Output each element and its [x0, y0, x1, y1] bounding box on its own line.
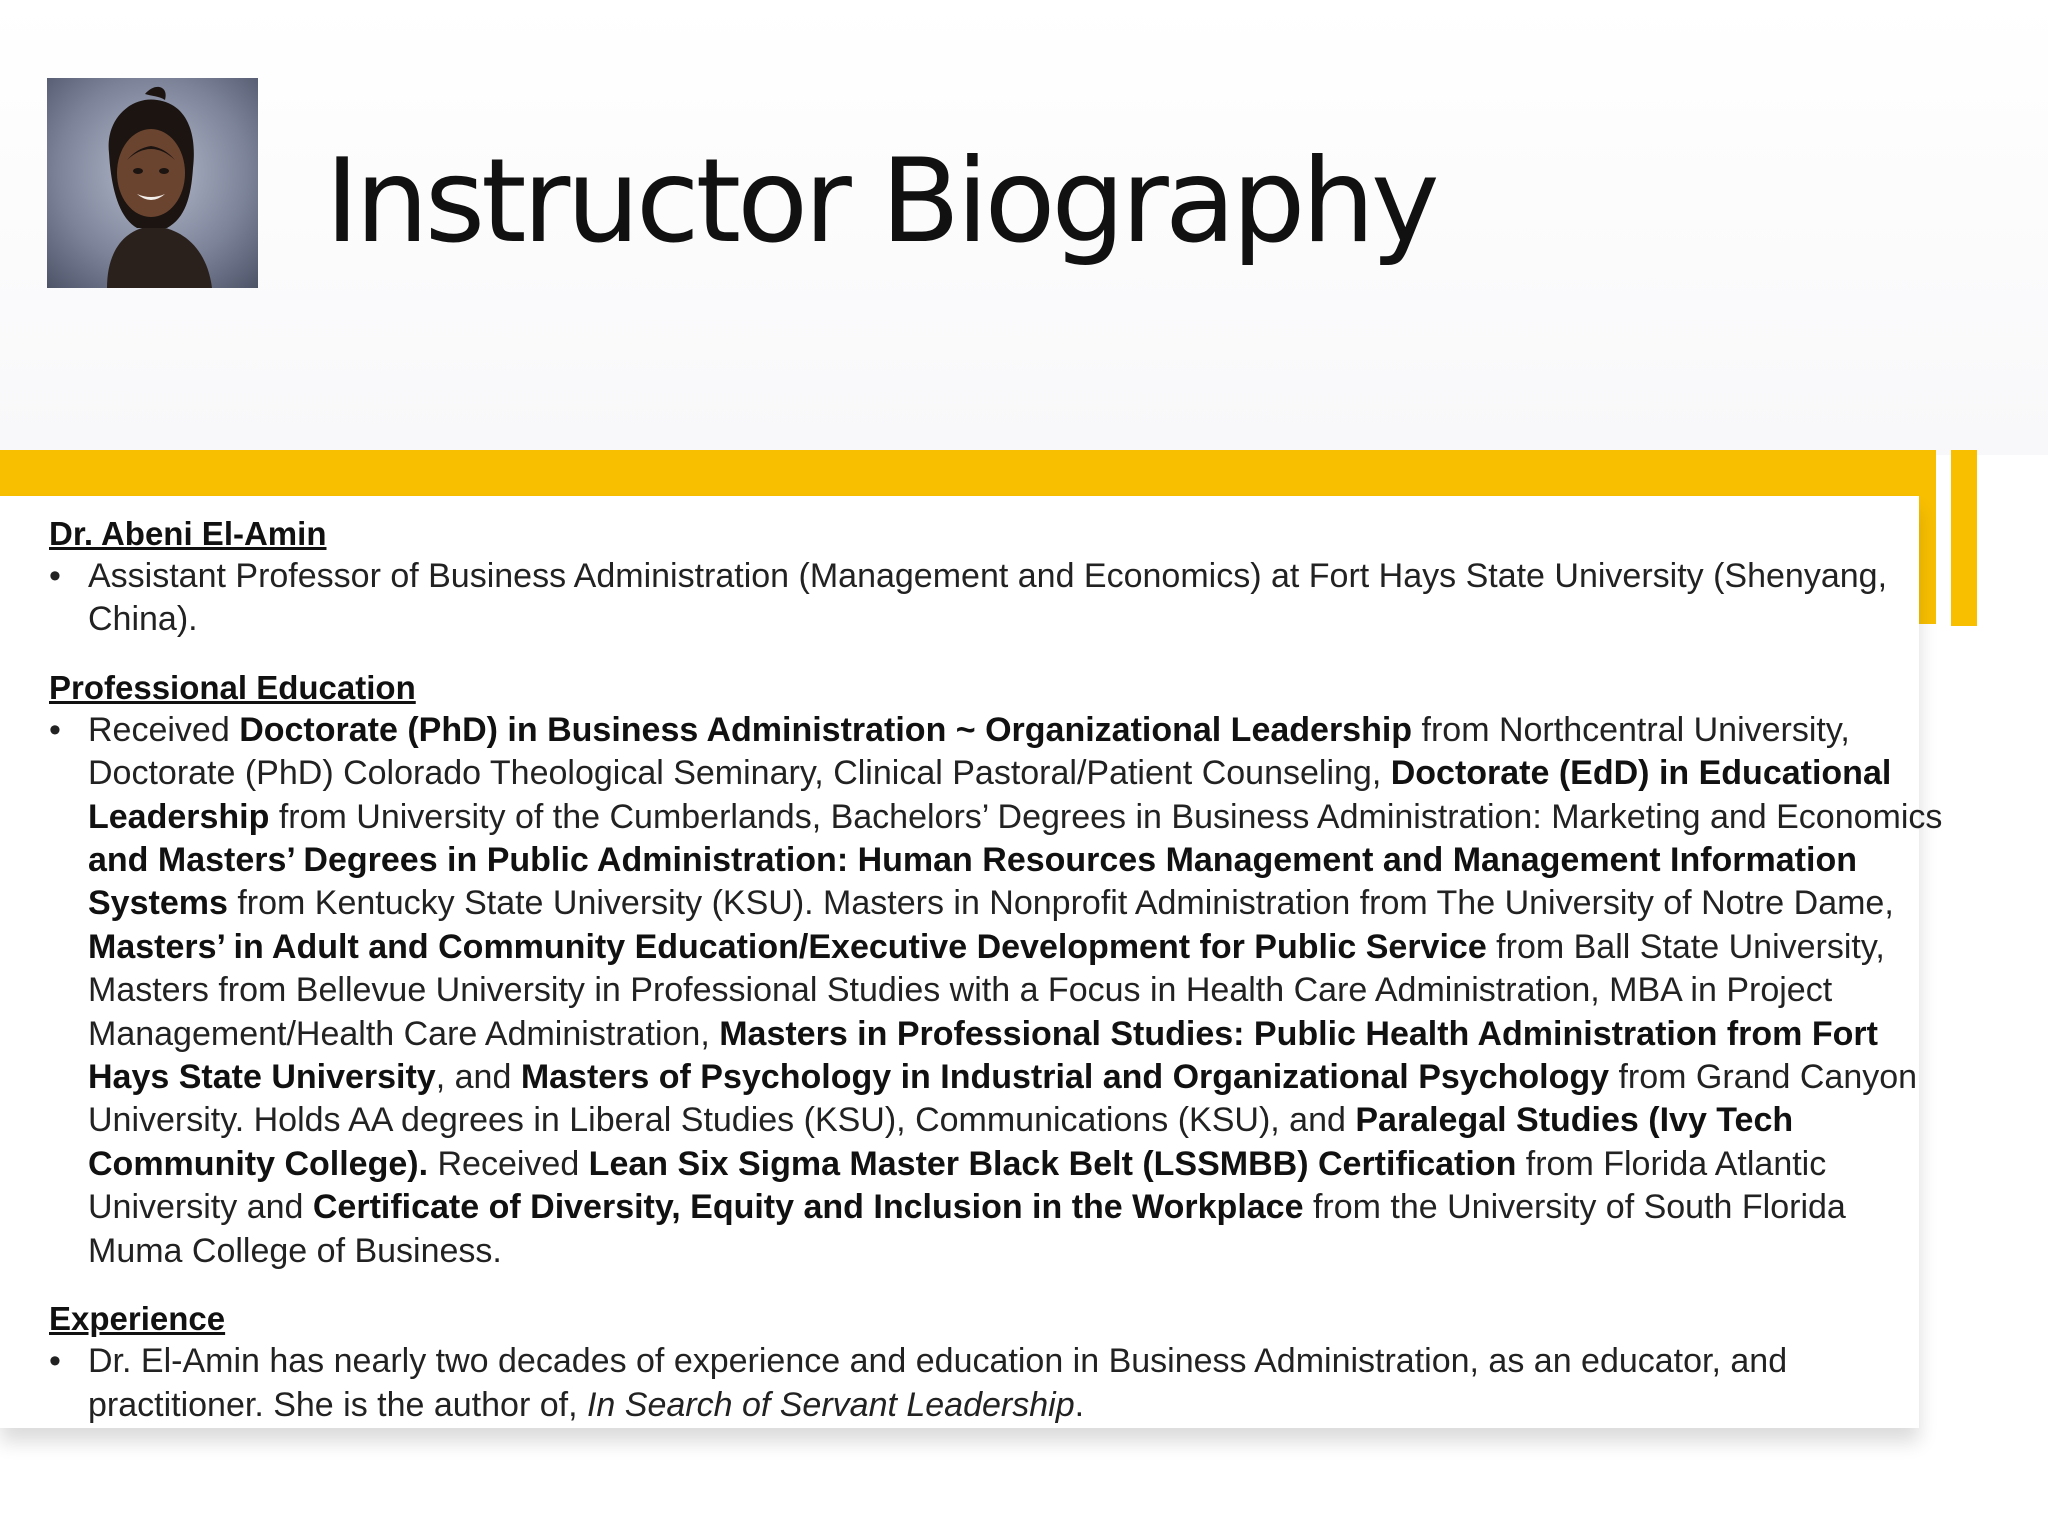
degree-highlight: Doctorate (EdD) in Educational Leadership — [88, 754, 1892, 836]
experience-heading: Experience — [49, 1300, 226, 1338]
education-text: from the University of South Florida Muma College of Business. — [88, 1188, 1846, 1270]
degree-highlight: Lean Six Sigma Master Black Belt (LSSMBB) Certification — [588, 1144, 1517, 1183]
section-spacer — [49, 1273, 1919, 1297]
education-text: from Northcentral University, Doctorate (PhD) Colorado Theological Seminary, Clinical Pastoral/Patient Counseling, — [88, 710, 1850, 793]
education-bullet — [88, 709, 1944, 1273]
accent-bar — [0, 450, 1936, 496]
education-text: from Kentucky State University (KSU). Masters in Nonprofit Administration from The University of Notre Dame, — [227, 884, 1894, 923]
degree-highlight: Doctorate (PhD) in Business Administration ~ Organizational Leadership — [239, 710, 1413, 749]
education-heading: Professional Education — [49, 668, 416, 706]
instructor-name-heading: Dr. Abeni El-Amin — [49, 515, 327, 552]
degree-highlight: Masters in Professional Studies: Public Health Administration from Fort Hays State University — [88, 1014, 1878, 1097]
education-text: from Grand Canyon University. Holds AA degrees in Liberal Studies (KSU), Communications (KSU), and — [88, 1058, 1918, 1140]
instructor-photo — [47, 78, 258, 288]
portrait-image — [47, 78, 258, 288]
experience-text-end: . — [1074, 1385, 1085, 1424]
slide-title: Instructor Biography — [325, 134, 1436, 269]
degree-highlight: Certificate of Diversity, Equity and Inclusion in the Workplace — [312, 1188, 1304, 1227]
book-title: In Search of Servant Leadership — [586, 1385, 1075, 1424]
degree-highlight: Paralegal Studies (Ivy Tech Community College). — [88, 1101, 1794, 1183]
education-text: from Florida Atlantic University and — [88, 1144, 1827, 1227]
degree-highlight: Masters’ in Adult and Community Education/Executive Development for Public Service — [88, 927, 1487, 966]
education-text: , and — [435, 1058, 521, 1097]
accent-side-bar — [1951, 450, 1977, 626]
degree-highlight: Masters of Psychology in Industrial and Organizational Psychology — [520, 1058, 1610, 1097]
education-text: from Ball State University, Masters from Bellevue University in Professional Studies with a Focus in Health Care Administration, MBA in Project Management/Health Care Administration, — [88, 927, 1885, 1053]
education-text: from University of the Cumberlands, Bachelors’ Degrees in Business Administration: Marketing and Economics — [269, 797, 1943, 836]
degree-highlight: and Masters’ Degrees in Public Administration: Human Resources Management and Management Information Systems — [88, 841, 1857, 923]
education-text: Received — [428, 1144, 589, 1183]
biography-content — [0, 496, 1943, 1428]
position-bullet: • Assistant Professor of Business Administration (Management and Economics) at Fort Hays State University (Shenyang, China). — [88, 555, 1944, 642]
experience-bullet — [88, 1340, 1944, 1427]
section-spacer — [49, 642, 1919, 666]
experience-text: Dr. El-Amin has nearly two decades of experience and education in Business Administration, as an educator, and practitioner. She is the author of, — [88, 1342, 1788, 1424]
education-text: Received — [88, 710, 240, 749]
